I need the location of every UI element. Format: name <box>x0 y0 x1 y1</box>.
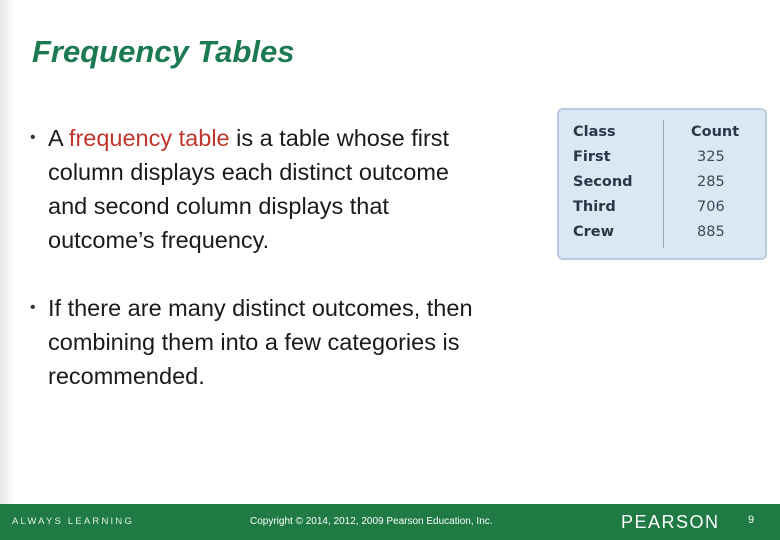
slide-title: Frequency Tables <box>32 34 295 69</box>
header-count: Count <box>691 124 740 140</box>
bullet-1-line-1 <box>48 121 449 155</box>
bullet-marker: • <box>30 129 36 146</box>
left-edge-shade <box>0 0 14 504</box>
bullet-1-line-2: column displays each distinct outcome <box>48 159 450 185</box>
frequency-table-image <box>557 108 767 260</box>
row-class: Second <box>573 174 633 190</box>
row-count: 325 <box>697 149 725 165</box>
bullet-1 <box>30 121 449 257</box>
bullet-1-suffix: is a table whose first <box>229 125 450 151</box>
copyright-notice: Copyright © 2014, 2012, 2009 Pearson Education, Inc. <box>250 516 493 527</box>
frequency-table-term: frequency table <box>68 125 230 151</box>
bullet-2-line-3: recommended. <box>48 363 205 389</box>
row-count: 706 <box>697 199 725 215</box>
header-class: Class <box>573 124 616 140</box>
footer-bar <box>0 504 780 540</box>
bullet-1-prefix: A <box>48 125 69 151</box>
bullet-2-line-1: If there are many distinct outcomes, then <box>48 295 473 321</box>
always-learning-tagline: ALWAYS LEARNING <box>12 516 135 527</box>
row-class: Crew <box>573 224 615 240</box>
row-class: Third <box>573 199 616 215</box>
row-count: 285 <box>697 174 725 190</box>
bullet-1-line-4: outcome’s frequency. <box>48 227 270 253</box>
pearson-logo: PEARSON <box>621 512 720 532</box>
bullet-2 <box>30 291 473 393</box>
row-count: 885 <box>697 224 725 240</box>
page-number: 9 <box>748 514 755 526</box>
column-divider <box>663 120 664 248</box>
row-class: First <box>573 149 611 165</box>
bullet-2-line-2: combining them into a few categories is <box>48 329 460 355</box>
bullet-1-line-3: and second column displays that <box>48 193 389 219</box>
bullet-marker: • <box>30 299 36 316</box>
